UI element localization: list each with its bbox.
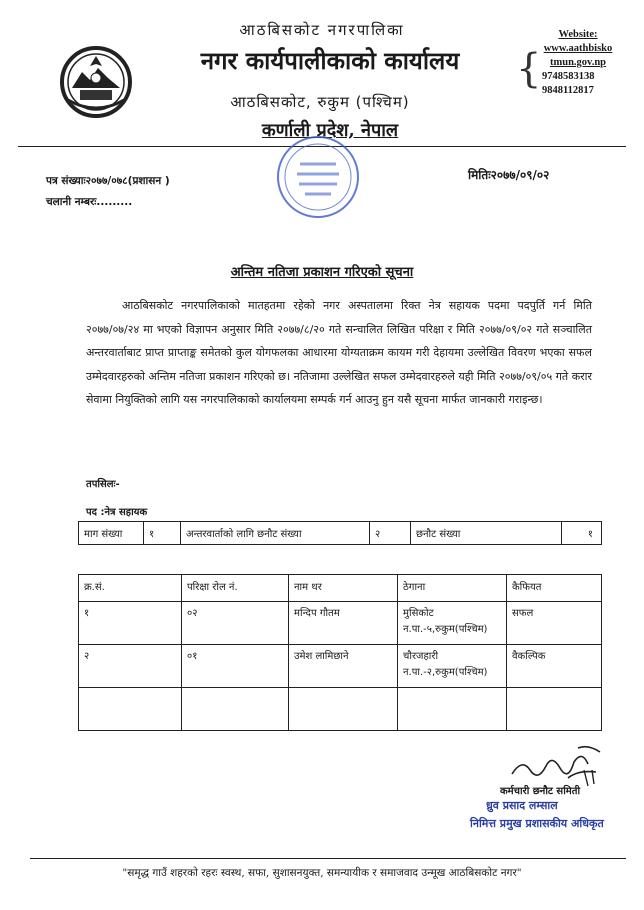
- brace-divider: {: [516, 46, 542, 92]
- results-table: [78, 574, 602, 731]
- committee-label: कर्मचारी छनौट समिती: [500, 786, 581, 797]
- office-location: आठबिसकोट, रुकुम (पश्चिम): [230, 93, 410, 111]
- province-name: कर्णाली प्रदेश, नेपाल: [261, 120, 399, 141]
- cell-roll: [182, 688, 289, 731]
- dispatch-number: चलानी नम्बरः.........: [46, 196, 133, 208]
- demand-label: माग संख्या: [79, 522, 144, 545]
- cell-name: मन्दिप गौतम: [289, 602, 398, 645]
- col-header: ठेगाना: [398, 575, 507, 602]
- website-label: Website:: [558, 29, 598, 40]
- cell-remarks: सफल: [507, 602, 602, 645]
- col-header: नाम थर: [289, 575, 398, 602]
- footer-slogan: "समृद्ध गाउँ शहरको रहरः स्वस्थ, सफा, सुशासनयुक्त, समन्यायीक र समाजवाद उन्मूख आठबिसकोट नगर": [122, 867, 522, 879]
- letter-number: पत्र संख्याः२०७७/०७८(प्रशासन ): [46, 175, 170, 187]
- cell-address: [398, 688, 507, 731]
- selected-label: छनौट संख्या: [411, 522, 562, 545]
- office-title: नगर कार्यपालीकाको कार्यालय: [200, 46, 460, 75]
- table-row: [79, 522, 602, 545]
- municipality-emblem-icon: [58, 42, 134, 118]
- cell-remarks: [507, 688, 602, 731]
- interview-value: २: [370, 522, 411, 545]
- notice-body: [86, 294, 592, 412]
- details-label: तपसिलः-: [86, 479, 120, 490]
- cell-name: [289, 688, 398, 731]
- table-header-row: [79, 575, 602, 602]
- summary-table: [78, 521, 602, 545]
- notice-subject: अन्तिम नतिजा प्रकाशन गरिएको सूचना: [230, 265, 414, 280]
- letter-date: मितिः२०७७/०९/०२: [468, 168, 550, 182]
- col-header: कैफियत: [507, 575, 602, 602]
- cell-sn: १: [79, 602, 182, 645]
- cell-remarks: वैकल्पिक: [507, 645, 602, 688]
- cell-sn: [79, 688, 182, 731]
- cell-roll: ०२: [182, 602, 289, 645]
- cell-name: उमेश लामिछाने: [289, 645, 398, 688]
- contact-block: [530, 28, 626, 98]
- cell-address: चौरजहारी न.पा.-२,रुकुम(पश्चिम): [398, 645, 507, 688]
- demand-value: १: [144, 522, 181, 545]
- website-url-line2[interactable]: tmun.gov.np: [549, 57, 607, 68]
- col-header: परिक्षा रोल नं.: [182, 575, 289, 602]
- interview-label: अन्तरवार्ताको लागि छनौट संख्या: [181, 522, 370, 545]
- municipality-name: आठबिसकोट नगरपालिका: [239, 21, 405, 39]
- cell-roll: ०१: [182, 645, 289, 688]
- website-url-line1[interactable]: www.aathbisko: [543, 43, 613, 54]
- phone-2: 9848112817: [542, 85, 594, 96]
- phone-1: 9748583138: [542, 71, 595, 82]
- table-row: [79, 602, 602, 645]
- col-header: क्र.सं.: [79, 575, 182, 602]
- selected-value: १: [562, 522, 602, 545]
- footer-rule: [30, 858, 626, 859]
- notice-body-text: आठबिसकोट नगरपालिकाको मातहतमा रहेको नगर अस्पतालमा रिक्त नेत्र सहायक पदमा पदपुर्ति गर्न मिति २०७७/०७/२४ मा भएको विज्ञापन अनुसार मिति २०७७/८/२० गते सन्चालित लिखित परिक्षा र मिति २०७७/०९/०२ गते सञ्चालित अन्तरवार्ताबाट प्राप्त प्राप्ताङ्क समेतको कुल योगफलका आधारमा योग्यताक्रम कायम गरी देहायमा उल्लेखित विवरण भएका सफल उम्मेदवारहरुको अन्तिम नतिजा प्रकाशन गरिएको छ। नतिजामा उल्लेखित सफल उम्मेदवारहरुले यही मिति २०७७/०९/०५ गते करार सेवामा नियुक्तिको लागि यस नगरपालिकाको कार्यालयमा सम्पर्क गर्न आउनु हुन यसै सूचना मार्फत जानकारी गराइन्छ।: [86, 299, 592, 406]
- signatory-name: ध्रुव प्रसाद लम्साल: [486, 799, 558, 812]
- office-stamp-icon: [275, 134, 361, 220]
- signatory-title: निमित्त प्रमुख प्रशासकीय अधिकृत: [470, 817, 604, 830]
- table-row: [79, 645, 602, 688]
- post-label: पद :नेत्र सहायक: [86, 507, 148, 518]
- cell-address: मुसिकोट न.पा.-५,रुकुम(पश्चिम): [398, 602, 507, 645]
- cell-sn: २: [79, 645, 182, 688]
- table-row: [79, 688, 602, 731]
